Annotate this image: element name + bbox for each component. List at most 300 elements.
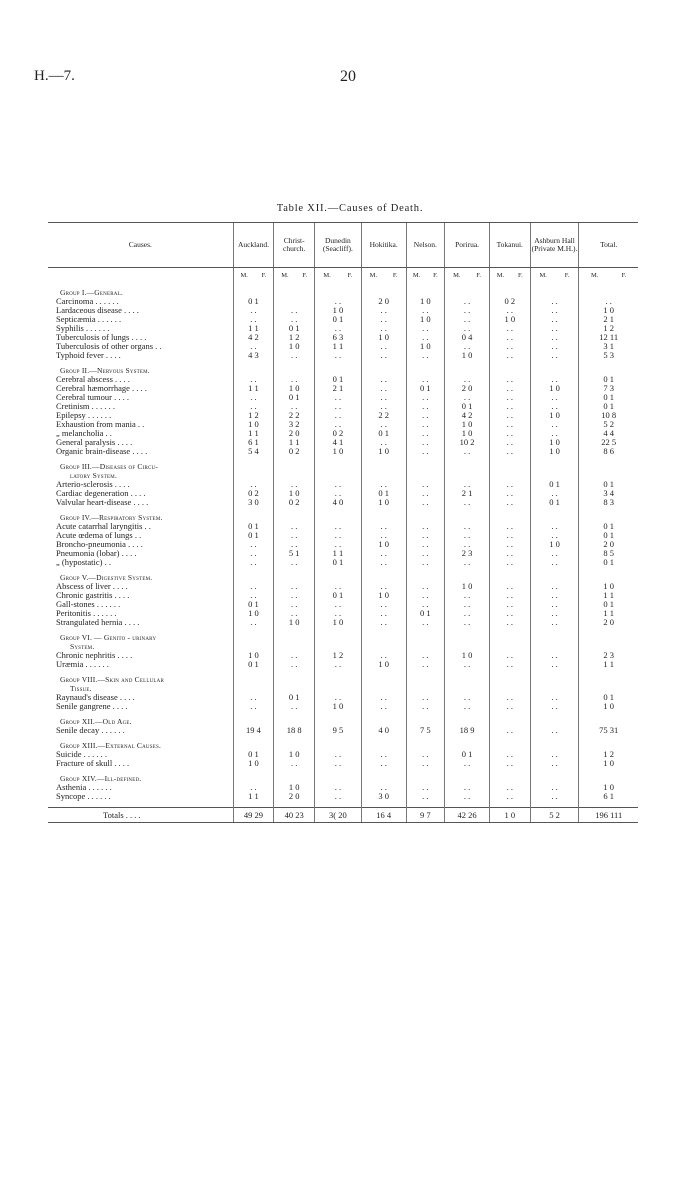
cause-label: Fracture of skull . . . . bbox=[56, 759, 130, 768]
count-cell: 1 0 bbox=[530, 411, 579, 420]
column-header: Porirua. bbox=[445, 223, 490, 268]
count-cell: . . bbox=[445, 783, 490, 792]
cause-label: Carcinoma . . . . . . bbox=[56, 297, 119, 306]
count-cell: . . bbox=[315, 522, 362, 531]
table-row bbox=[48, 558, 638, 567]
count-cell: 1 0 bbox=[274, 384, 315, 393]
count-cell: . . bbox=[530, 759, 579, 768]
count-cell: 1 2 bbox=[315, 651, 362, 660]
cause-label: Broncho-pneumonia . . . . bbox=[56, 540, 143, 549]
table-row bbox=[48, 342, 638, 351]
count-cell: 19 4 bbox=[233, 726, 274, 735]
table-row bbox=[48, 591, 638, 600]
cause-label: Typhoid fever . . . . bbox=[56, 351, 121, 360]
count-cell: . . bbox=[530, 549, 579, 558]
count-cell: . . bbox=[361, 618, 406, 627]
table-row bbox=[48, 306, 638, 315]
count-cell: 0 1 bbox=[233, 660, 274, 669]
count-cell: . . bbox=[406, 540, 445, 549]
table-row bbox=[48, 498, 638, 507]
count-cell: . . bbox=[406, 489, 445, 498]
count-cell: 1 0 bbox=[361, 540, 406, 549]
count-cell: . . bbox=[315, 420, 362, 429]
male-label: M. bbox=[453, 271, 461, 279]
count-cell: . . bbox=[489, 759, 530, 768]
count-cell: 7 5 bbox=[406, 726, 445, 735]
count-cell: . . bbox=[361, 420, 406, 429]
cause-label: Strangulated hernia . . . . bbox=[56, 618, 140, 627]
count-cell: . . bbox=[406, 531, 445, 540]
column-header: Total. bbox=[579, 223, 638, 268]
cause-label: Cardiac degeneration . . . . bbox=[56, 489, 146, 498]
count-cell: . . bbox=[489, 411, 530, 420]
group-heading: Tissue. bbox=[70, 684, 92, 693]
count-cell: . . bbox=[489, 618, 530, 627]
cause-label: Syncope . . . . . . bbox=[56, 792, 111, 801]
cause-label: Senile gangrene . . . . bbox=[56, 702, 128, 711]
female-label: F. bbox=[302, 271, 308, 279]
count-cell: . . bbox=[233, 783, 274, 792]
count-cell: . . bbox=[489, 651, 530, 660]
group-heading-row bbox=[48, 462, 638, 471]
count-cell: . . bbox=[274, 315, 315, 324]
count-cell: 1 0 bbox=[445, 582, 490, 591]
count-cell: . . bbox=[530, 402, 579, 411]
count-cell: 6 1 bbox=[579, 792, 638, 801]
table-row bbox=[48, 618, 638, 627]
count-cell: . . bbox=[530, 393, 579, 402]
table-row bbox=[48, 600, 638, 609]
count-cell: 8 3 bbox=[579, 498, 638, 507]
count-cell: 0 1 bbox=[274, 393, 315, 402]
count-cell: . . bbox=[361, 531, 406, 540]
count-cell: . . bbox=[274, 609, 315, 618]
count-cell: . . bbox=[489, 783, 530, 792]
count-cell: 1 0 bbox=[274, 750, 315, 759]
count-cell: . . bbox=[233, 375, 274, 384]
group-heading: Group VI. — Genito - urinary bbox=[60, 633, 157, 642]
count-cell: . . bbox=[489, 609, 530, 618]
count-cell: . . bbox=[445, 702, 490, 711]
count-cell: 3( 20 bbox=[315, 808, 362, 823]
count-cell: . . bbox=[233, 306, 274, 315]
count-cell: 2 0 bbox=[579, 540, 638, 549]
count-cell: 0 2 bbox=[233, 489, 274, 498]
count-cell: . . bbox=[489, 429, 530, 438]
count-cell: . . bbox=[530, 750, 579, 759]
count-cell: 1 0 bbox=[530, 540, 579, 549]
count-cell: . . bbox=[530, 324, 579, 333]
group-heading-row bbox=[48, 774, 638, 783]
count-cell: . . bbox=[445, 522, 490, 531]
group-heading-row bbox=[48, 675, 638, 684]
female-label: F. bbox=[564, 271, 570, 279]
count-cell: . . bbox=[445, 498, 490, 507]
count-cell: 1 0 bbox=[579, 306, 638, 315]
count-cell: . . bbox=[530, 531, 579, 540]
count-cell: 1 1 bbox=[233, 384, 274, 393]
count-cell: 0 1 bbox=[579, 531, 638, 540]
table-row bbox=[48, 651, 638, 660]
cause-label: Tuberculosis of lungs . . . . bbox=[56, 333, 147, 342]
cause-label: Uræmia . . . . . . bbox=[56, 660, 109, 669]
count-cell: . . bbox=[274, 591, 315, 600]
count-cell: 2 3 bbox=[445, 549, 490, 558]
count-cell: 1 0 bbox=[579, 702, 638, 711]
count-cell: 1 2 bbox=[233, 411, 274, 420]
count-cell: . . bbox=[489, 522, 530, 531]
count-cell: 1 0 bbox=[445, 351, 490, 360]
count-cell: . . bbox=[315, 351, 362, 360]
count-cell: 1 1 bbox=[233, 324, 274, 333]
count-cell: . . bbox=[489, 702, 530, 711]
count-cell: . . bbox=[445, 324, 490, 333]
count-cell: 4 4 bbox=[579, 429, 638, 438]
group-heading-row bbox=[48, 633, 638, 642]
count-cell: . . bbox=[361, 522, 406, 531]
count-cell: . . bbox=[406, 420, 445, 429]
count-cell: . . bbox=[315, 792, 362, 801]
female-label: F. bbox=[476, 271, 481, 279]
count-cell: 16 4 bbox=[361, 808, 406, 823]
count-cell: 1 1 bbox=[579, 591, 638, 600]
count-cell: . . bbox=[233, 540, 274, 549]
count-cell: . . bbox=[274, 702, 315, 711]
count-cell: . . bbox=[315, 489, 362, 498]
count-cell: . . bbox=[489, 384, 530, 393]
count-cell: 9 5 bbox=[315, 726, 362, 735]
column-header: Hokitika. bbox=[361, 223, 406, 268]
count-cell: . . bbox=[315, 582, 362, 591]
count-cell: . . bbox=[530, 522, 579, 531]
count-cell: 0 1 bbox=[361, 429, 406, 438]
cause-label: Lardaceous disease . . . . bbox=[56, 306, 139, 315]
group-heading-row bbox=[48, 513, 638, 522]
count-cell: . . bbox=[274, 531, 315, 540]
group-heading-row bbox=[48, 288, 638, 297]
count-cell: . . bbox=[530, 297, 579, 306]
group-heading: Group III.—Diseases of Circu- bbox=[60, 462, 159, 471]
group-heading: Group I.—General. bbox=[60, 288, 123, 297]
count-cell: . . bbox=[489, 351, 530, 360]
group-heading: Group II.—Nervous System. bbox=[60, 366, 150, 375]
count-cell: 0 4 bbox=[445, 333, 490, 342]
cause-label: Chronic nephritis . . . . bbox=[56, 651, 133, 660]
count-cell: . . bbox=[489, 531, 530, 540]
totals-label: Totals . . . . bbox=[48, 808, 233, 823]
count-cell: . . bbox=[274, 522, 315, 531]
count-cell: 0 1 bbox=[579, 600, 638, 609]
table-row bbox=[48, 324, 638, 333]
count-cell: . . bbox=[445, 447, 490, 456]
count-cell: . . bbox=[233, 480, 274, 489]
count-cell: . . bbox=[530, 618, 579, 627]
cause-label: „ (hypostatic) . . bbox=[56, 558, 111, 567]
count-cell: . . bbox=[361, 480, 406, 489]
count-cell: . . bbox=[445, 618, 490, 627]
count-cell: 0 1 bbox=[579, 558, 638, 567]
male-label: M. bbox=[369, 271, 378, 279]
page-reference: H.—7. bbox=[34, 68, 75, 84]
count-cell: . . bbox=[489, 600, 530, 609]
count-cell: . . bbox=[315, 402, 362, 411]
count-cell: . . bbox=[445, 609, 490, 618]
count-cell: . . bbox=[315, 297, 362, 306]
count-cell: 7 3 bbox=[579, 384, 638, 393]
count-cell: . . bbox=[315, 324, 362, 333]
count-cell: . . bbox=[274, 540, 315, 549]
count-cell: . . bbox=[445, 600, 490, 609]
count-cell: . . bbox=[315, 540, 362, 549]
cause-label: Chronic gastritis . . . . bbox=[56, 591, 130, 600]
column-header: Dunedin (Seacliff). bbox=[315, 223, 362, 268]
count-cell: 1 0 bbox=[445, 420, 490, 429]
male-label: M. bbox=[412, 271, 421, 279]
count-cell: . . bbox=[445, 660, 490, 669]
table-row bbox=[48, 783, 638, 792]
table-row bbox=[48, 297, 638, 306]
table-row bbox=[48, 333, 638, 342]
group-heading-row bbox=[48, 741, 638, 750]
count-cell: . . bbox=[489, 540, 530, 549]
count-cell: 0 1 bbox=[315, 315, 362, 324]
female-label: F. bbox=[621, 271, 627, 279]
count-cell: . . bbox=[406, 393, 445, 402]
count-cell: 1 0 bbox=[315, 702, 362, 711]
count-cell: . . bbox=[361, 324, 406, 333]
count-cell: . . bbox=[445, 591, 490, 600]
count-cell: . . bbox=[315, 759, 362, 768]
count-cell: . . bbox=[406, 498, 445, 507]
count-cell: 2 0 bbox=[274, 792, 315, 801]
count-cell: . . bbox=[489, 558, 530, 567]
table-row bbox=[48, 759, 638, 768]
count-cell: . . bbox=[530, 315, 579, 324]
count-cell: . . bbox=[489, 447, 530, 456]
count-cell: 0 1 bbox=[315, 375, 362, 384]
count-cell: . . bbox=[406, 591, 445, 600]
count-cell: 3 0 bbox=[233, 498, 274, 507]
table-row bbox=[48, 447, 638, 456]
count-cell: 1 0 bbox=[361, 333, 406, 342]
female-label: F. bbox=[433, 271, 438, 279]
count-cell: . . bbox=[489, 489, 530, 498]
table-row bbox=[48, 384, 638, 393]
group-heading: Group XIII.—External Causes. bbox=[60, 741, 162, 750]
count-cell: . . bbox=[489, 660, 530, 669]
count-cell: . . bbox=[489, 342, 530, 351]
cause-label: Asthenia . . . . . . bbox=[56, 783, 112, 792]
group-heading: latory System. bbox=[70, 471, 118, 480]
count-cell: 0 2 bbox=[489, 297, 530, 306]
count-cell: 1 1 bbox=[315, 342, 362, 351]
count-cell: 5 3 bbox=[579, 351, 638, 360]
count-cell: 1 1 bbox=[233, 429, 274, 438]
sex-label-row bbox=[48, 268, 638, 283]
count-cell: . . bbox=[406, 693, 445, 702]
count-cell: . . bbox=[406, 750, 445, 759]
cause-label: Acute catarrhal laryngitis . . bbox=[56, 522, 151, 531]
cause-label: Syphilis . . . . . . bbox=[56, 324, 110, 333]
count-cell: 3 4 bbox=[579, 489, 638, 498]
count-cell: 4 0 bbox=[315, 498, 362, 507]
count-cell: . . bbox=[233, 402, 274, 411]
count-cell: . . bbox=[406, 411, 445, 420]
count-cell: . . bbox=[406, 549, 445, 558]
count-cell: . . bbox=[361, 384, 406, 393]
group-heading-row bbox=[48, 573, 638, 582]
count-cell: . . bbox=[274, 651, 315, 660]
count-cell: 4 0 bbox=[361, 726, 406, 735]
count-cell: . . bbox=[445, 693, 490, 702]
count-cell: 0 1 bbox=[315, 591, 362, 600]
count-cell: 3 1 bbox=[579, 342, 638, 351]
count-cell: 10 2 bbox=[445, 438, 490, 447]
count-cell: 6 1 bbox=[233, 438, 274, 447]
count-cell: 0 1 bbox=[233, 750, 274, 759]
table-row bbox=[48, 315, 638, 324]
count-cell: . . bbox=[530, 489, 579, 498]
count-cell: 1 0 bbox=[233, 609, 274, 618]
count-cell: . . bbox=[361, 342, 406, 351]
count-cell: . . bbox=[361, 549, 406, 558]
count-cell: 1 0 bbox=[489, 315, 530, 324]
count-cell: . . bbox=[530, 600, 579, 609]
count-cell: . . bbox=[445, 297, 490, 306]
count-cell: . . bbox=[489, 693, 530, 702]
table-row bbox=[48, 351, 638, 360]
group-heading-row bbox=[48, 366, 638, 375]
cause-label: Raynaud's disease . . . . bbox=[56, 693, 135, 702]
count-cell: . . bbox=[274, 402, 315, 411]
count-cell: . . bbox=[274, 375, 315, 384]
count-cell: . . bbox=[489, 792, 530, 801]
count-cell: . . bbox=[530, 351, 579, 360]
count-cell: . . bbox=[406, 618, 445, 627]
count-cell: . . bbox=[233, 591, 274, 600]
count-cell: . . bbox=[579, 297, 638, 306]
count-cell: 4 2 bbox=[233, 333, 274, 342]
count-cell: 0 1 bbox=[233, 600, 274, 609]
count-cell: 2 3 bbox=[579, 651, 638, 660]
count-cell: . . bbox=[361, 600, 406, 609]
count-cell: 1 2 bbox=[579, 324, 638, 333]
count-cell: 1 0 bbox=[233, 651, 274, 660]
male-label: M. bbox=[539, 271, 547, 279]
table-row bbox=[48, 420, 638, 429]
cause-label: Arterio-sclerosis . . . . bbox=[56, 480, 130, 489]
count-cell: 2 2 bbox=[274, 411, 315, 420]
count-cell: . . bbox=[233, 558, 274, 567]
count-cell: . . bbox=[530, 702, 579, 711]
count-cell: . . bbox=[315, 411, 362, 420]
count-cell: 5 1 bbox=[274, 549, 315, 558]
count-cell: 0 1 bbox=[361, 489, 406, 498]
count-cell: . . bbox=[489, 549, 530, 558]
count-cell: 1 0 bbox=[361, 498, 406, 507]
count-cell: 1 0 bbox=[274, 783, 315, 792]
count-cell: 0 2 bbox=[315, 429, 362, 438]
count-cell: 6 3 bbox=[315, 333, 362, 342]
count-cell: 4 2 bbox=[445, 411, 490, 420]
count-cell: . . bbox=[406, 651, 445, 660]
count-cell: . . bbox=[315, 609, 362, 618]
cause-label: Cretinism . . . . . . bbox=[56, 402, 116, 411]
cause-label: Pneumonia (lobar) . . . . bbox=[56, 549, 137, 558]
count-cell: . . bbox=[233, 582, 274, 591]
count-cell: 1 0 bbox=[530, 447, 579, 456]
count-cell: 1 0 bbox=[445, 429, 490, 438]
count-cell: . . bbox=[530, 342, 579, 351]
count-cell: . . bbox=[274, 600, 315, 609]
count-cell: . . bbox=[361, 375, 406, 384]
count-cell: 8 6 bbox=[579, 447, 638, 456]
count-cell: . . bbox=[489, 402, 530, 411]
count-cell: 0 1 bbox=[579, 402, 638, 411]
count-cell: . . bbox=[361, 402, 406, 411]
count-cell: 1 0 bbox=[274, 618, 315, 627]
count-cell: . . bbox=[489, 726, 530, 735]
count-cell: 0 1 bbox=[445, 750, 490, 759]
count-cell: 0 2 bbox=[274, 447, 315, 456]
count-cell: . . bbox=[489, 438, 530, 447]
count-cell: 1 0 bbox=[233, 759, 274, 768]
count-cell: . . bbox=[489, 393, 530, 402]
count-cell: . . bbox=[406, 306, 445, 315]
count-cell: 0 1 bbox=[274, 324, 315, 333]
count-cell: . . bbox=[361, 783, 406, 792]
count-cell: 3 0 bbox=[361, 792, 406, 801]
column-header: Causes. bbox=[48, 223, 233, 268]
table-row bbox=[48, 750, 638, 759]
table-row bbox=[48, 393, 638, 402]
cause-label: Cerebral hæmorrhage . . . . bbox=[56, 384, 147, 393]
count-cell: 0 1 bbox=[579, 375, 638, 384]
count-cell: 1 0 bbox=[274, 489, 315, 498]
count-cell: . . bbox=[233, 549, 274, 558]
count-cell: 1 2 bbox=[274, 333, 315, 342]
count-cell: . . bbox=[489, 306, 530, 315]
count-cell: . . bbox=[445, 480, 490, 489]
cause-label: „ melancholia . . bbox=[56, 429, 112, 438]
count-cell: 1 1 bbox=[233, 792, 274, 801]
count-cell: . . bbox=[445, 393, 490, 402]
count-cell: 5 4 bbox=[233, 447, 274, 456]
count-cell: . . bbox=[361, 306, 406, 315]
count-cell: . . bbox=[361, 582, 406, 591]
count-cell: . . bbox=[406, 438, 445, 447]
male-label: M. bbox=[496, 271, 505, 279]
count-cell: 1 0 bbox=[233, 420, 274, 429]
count-cell: . . bbox=[361, 750, 406, 759]
count-cell: . . bbox=[274, 306, 315, 315]
count-cell: . . bbox=[361, 759, 406, 768]
female-label: F. bbox=[261, 271, 267, 279]
count-cell: 1 0 bbox=[361, 660, 406, 669]
count-cell: . . bbox=[445, 315, 490, 324]
table-row bbox=[48, 549, 638, 558]
count-cell: 18 8 bbox=[274, 726, 315, 735]
table-row bbox=[48, 660, 638, 669]
count-cell: 5 2 bbox=[579, 420, 638, 429]
count-cell: . . bbox=[406, 660, 445, 669]
count-cell: 1 0 bbox=[406, 315, 445, 324]
cause-label: Tuberculosis of other organs . . bbox=[56, 342, 162, 351]
count-cell: . . bbox=[530, 375, 579, 384]
count-cell: 1 0 bbox=[579, 759, 638, 768]
group-heading: Group V.—Digestive System. bbox=[60, 573, 153, 582]
table-row bbox=[48, 609, 638, 618]
